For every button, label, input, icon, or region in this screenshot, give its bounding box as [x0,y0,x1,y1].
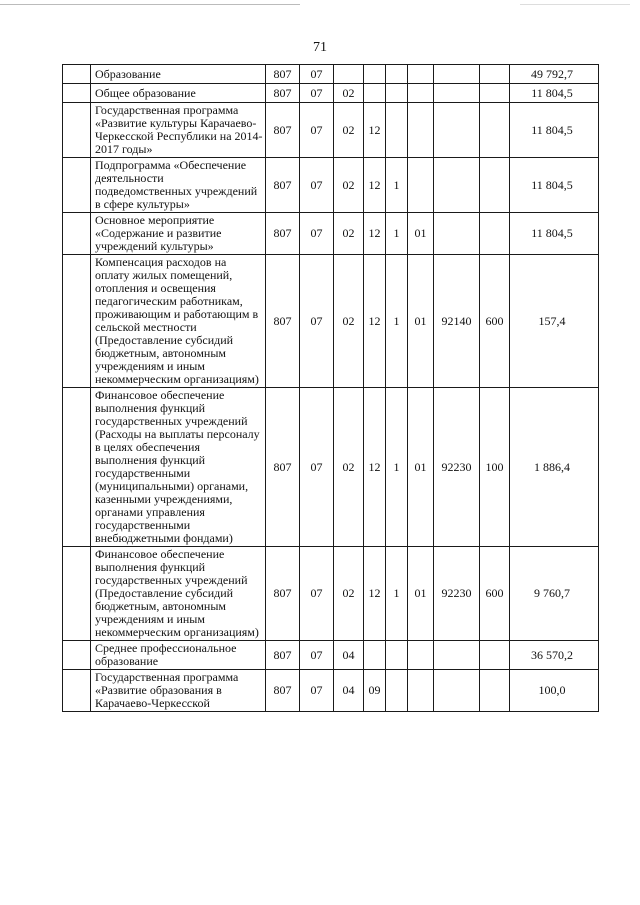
subsection-code-cell: 02 [334,103,364,158]
direction-code-cell [434,65,480,84]
program-code-cell [364,641,386,670]
item-name-cell: Компенсация расходов на оплату жилых помещений, отопления и освещения педагогическим работникам, проживающим и работающим в сельской местности (Предоставление субсидий бюджетным, автономным учреждениям и иным некоммерческим организациям) [91,255,266,388]
subprogram-code-cell: 1 [386,388,408,547]
row-index-cell [63,388,91,547]
table-row [63,547,599,641]
item-name-cell: Государственная программа «Развитие образования в Карачаево-Черкесской [91,670,266,712]
event-code-cell [408,641,434,670]
item-name-cell: Подпрограмма «Обеспечение деятельности подведомственных учреждений в сфере культуры» [91,158,266,213]
table-row [63,255,599,388]
table-row [63,65,599,84]
expense-type-cell [480,84,510,103]
program-code-cell [364,84,386,103]
ministry-code-cell: 807 [266,641,300,670]
item-name-cell: Финансовое обеспечение выполнения функций государственных учреждений (Предоставление субсидий бюджетным, автономным учреждениям и иным некоммерческим организациям) [91,547,266,641]
expense-type-cell: 600 [480,255,510,388]
expense-type-cell [480,103,510,158]
row-index-cell [63,213,91,255]
row-index-cell [63,670,91,712]
event-code-cell [408,65,434,84]
ministry-code-cell: 807 [266,547,300,641]
expense-type-cell: 100 [480,388,510,547]
ministry-code-cell: 807 [266,213,300,255]
ministry-code-cell: 807 [266,158,300,213]
ministry-code-cell: 807 [266,670,300,712]
expense-type-cell: 600 [480,547,510,641]
direction-code-cell: 92230 [434,547,480,641]
amount-cell: 36 570,2 [510,641,599,670]
ministry-code-cell: 807 [266,103,300,158]
ministry-code-cell: 807 [266,84,300,103]
section-code-cell: 07 [300,103,334,158]
row-index-cell [63,65,91,84]
row-index-cell [63,158,91,213]
section-code-cell: 07 [300,641,334,670]
program-code-cell: 12 [364,547,386,641]
direction-code-cell [434,641,480,670]
row-index-cell [63,103,91,158]
program-code-cell: 09 [364,670,386,712]
program-code-cell: 12 [364,255,386,388]
subsection-code-cell [334,65,364,84]
event-code-cell: 01 [408,388,434,547]
amount-cell: 157,4 [510,255,599,388]
subprogram-code-cell: 1 [386,158,408,213]
ministry-code-cell: 807 [266,388,300,547]
table-row [63,388,599,547]
page-number: 71 [313,40,327,55]
subsection-code-cell: 04 [334,670,364,712]
amount-cell: 11 804,5 [510,213,599,255]
section-code-cell: 07 [300,255,334,388]
section-code-cell: 07 [300,84,334,103]
subsection-code-cell: 02 [334,213,364,255]
subsection-code-cell: 02 [334,255,364,388]
budget-table-container [62,64,598,712]
event-code-cell: 01 [408,547,434,641]
subsection-code-cell: 02 [334,388,364,547]
subsection-code-cell: 02 [334,547,364,641]
table-row [63,641,599,670]
subprogram-code-cell [386,65,408,84]
table-row [63,213,599,255]
section-code-cell: 07 [300,158,334,213]
event-code-cell [408,158,434,213]
subsection-code-cell: 02 [334,158,364,213]
program-code-cell [364,65,386,84]
row-index-cell [63,547,91,641]
table-row [63,84,599,103]
scan-edge-mark [0,4,300,5]
direction-code-cell: 92140 [434,255,480,388]
item-name-cell: Образование [91,65,266,84]
subprogram-code-cell [386,670,408,712]
direction-code-cell [434,84,480,103]
section-code-cell: 07 [300,213,334,255]
ministry-code-cell: 807 [266,65,300,84]
direction-code-cell: 92230 [434,388,480,547]
amount-cell: 11 804,5 [510,158,599,213]
subsection-code-cell: 04 [334,641,364,670]
event-code-cell [408,84,434,103]
subprogram-code-cell [386,103,408,158]
section-code-cell: 07 [300,670,334,712]
event-code-cell: 01 [408,255,434,388]
expense-type-cell [480,641,510,670]
section-code-cell: 07 [300,65,334,84]
expense-type-cell [480,65,510,84]
item-name-cell: Среднее профессиональное образование [91,641,266,670]
expense-type-cell [480,213,510,255]
row-index-cell [63,641,91,670]
subprogram-code-cell: 1 [386,213,408,255]
subprogram-code-cell: 1 [386,255,408,388]
direction-code-cell [434,213,480,255]
subprogram-code-cell [386,84,408,103]
subsection-code-cell: 02 [334,84,364,103]
program-code-cell: 12 [364,213,386,255]
amount-cell: 100,0 [510,670,599,712]
row-index-cell [63,84,91,103]
scan-noise-mark [520,4,630,5]
subprogram-code-cell [386,641,408,670]
program-code-cell: 12 [364,158,386,213]
budget-table [62,64,599,712]
item-name-cell: Государственная программа «Развитие культуры Карачаево-Черкесской Республики на 2014-2017 годы» [91,103,266,158]
direction-code-cell [434,670,480,712]
table-row [63,670,599,712]
section-code-cell: 07 [300,388,334,547]
amount-cell: 11 804,5 [510,103,599,158]
item-name-cell: Финансовое обеспечение выполнения функций государственных учреждений (Расходы на выплаты персоналу в целях обеспечения выполнения функций государственными (муниципальными) органами, казенными учреждениями, органами управления государственными внебюджетными фондами) [91,388,266,547]
section-code-cell: 07 [300,547,334,641]
item-name-cell: Общее образование [91,84,266,103]
ministry-code-cell: 807 [266,255,300,388]
program-code-cell: 12 [364,388,386,547]
direction-code-cell [434,103,480,158]
event-code-cell [408,103,434,158]
direction-code-cell [434,158,480,213]
amount-cell: 49 792,7 [510,65,599,84]
program-code-cell: 12 [364,103,386,158]
table-row [63,103,599,158]
item-name-cell: Основное мероприятие «Содержание и развитие учреждений культуры» [91,213,266,255]
amount-cell: 1 886,4 [510,388,599,547]
event-code-cell: 01 [408,213,434,255]
table-row [63,158,599,213]
event-code-cell [408,670,434,712]
expense-type-cell [480,158,510,213]
row-index-cell [63,255,91,388]
amount-cell: 9 760,7 [510,547,599,641]
expense-type-cell [480,670,510,712]
subprogram-code-cell: 1 [386,547,408,641]
amount-cell: 11 804,5 [510,84,599,103]
